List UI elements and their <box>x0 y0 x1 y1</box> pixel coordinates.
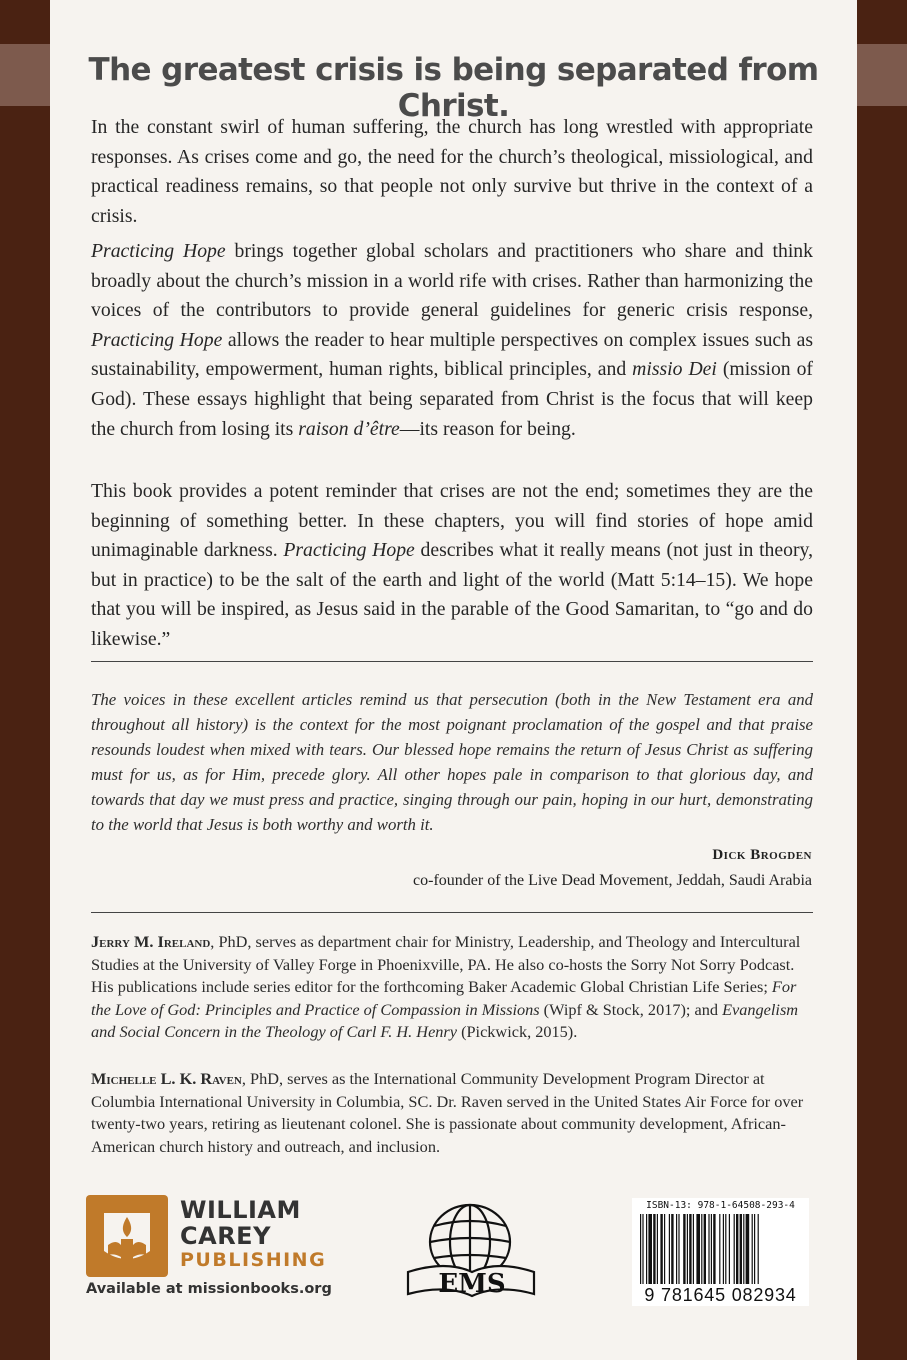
left-border <box>0 0 50 1360</box>
barcode-bar <box>725 1214 726 1284</box>
barcode-bar <box>746 1214 750 1284</box>
barcode-bar <box>664 1214 665 1284</box>
barcode-bar <box>642 1214 643 1284</box>
barcode-bar <box>689 1214 691 1284</box>
back-cover-panel <box>50 0 857 1360</box>
barcode-bars <box>640 1214 801 1284</box>
barcode-bar <box>669 1214 670 1284</box>
barcode-bar <box>719 1214 720 1284</box>
barcode-bar <box>660 1214 662 1284</box>
barcode-bar <box>646 1214 647 1284</box>
availability-note: Available at missionbooks.org <box>86 1281 332 1297</box>
barcode-bar <box>758 1214 759 1284</box>
barcode-bar <box>752 1214 753 1284</box>
barcode-bar <box>648 1214 652 1284</box>
barcode-bar <box>704 1214 706 1284</box>
ems-globe-logo <box>406 1202 540 1302</box>
barcode-bar <box>671 1214 673 1284</box>
barcode-bar <box>687 1214 688 1284</box>
endorsement-quote: The voices in these excellent articles remind us that persecution (both in the New Testament era and throughout all history) is the context for the most poignant proclamation of the gospel and that praise resounds loudest when mixed with tears. Our blessed hope remains the return of Jesus Christ as suffering must for us, as for Him, precede glory. All other hopes pale in comparison to that glorious day, and towards that day we must press and practice, singing through our pain, hoping in our hurt, demonstrating to the world that Jesus is both worthy and worth it. <box>91 690 813 834</box>
barcode-bar <box>713 1214 715 1284</box>
paragraph-3: This book provides a potent reminder that crises are not the end; sometimes they are the beginning of something better. In these chapters, you will find stories of hope amid unimaginable darkness. Practicing Hope describes what it really means (not just in theory, but in practice) to be the salt of the earth and light of the world (Matt 5:14–15). We hope that you will be inspired, as Jesus said in the parable of the Good Samaritan, to “go and do likewise.” <box>91 480 814 650</box>
barcode-bar <box>711 1214 712 1284</box>
barcode-bar <box>723 1214 724 1284</box>
left-accent-band <box>0 44 50 106</box>
barcode-bar <box>693 1214 694 1284</box>
barcode-bar <box>736 1214 738 1284</box>
barcode-bar <box>653 1214 655 1284</box>
paragraph-2: Practicing Hope brings together global scholars and practitioners who share and think broadly about the church’s mission in a world rife with crises. Rather than harmonizing the voices of the contributors to provide general guidelines for generic crisis response, Practicing Hope allows the reader to hear multiple perspectives on complex issues such as sustainability, empowerment, human rights, biblical principles, and missio Dei (mission of God). These essays highlight that being separated from Christ is the focus that will keep the church from losing its raison d’être—its reason for being. <box>91 240 813 440</box>
barcode-bar <box>657 1214 658 1284</box>
isbn-label: ISBN-13: 978-1-64508-293-4 <box>646 1200 795 1211</box>
barcode-bar <box>743 1214 744 1284</box>
paragraph-1: In the constant swirl of human suffering, the church has long wrestled with appropriate responses. As crises come and go, the need for the church’s theological, missiological, and practical readiness remains, so that people not only survive but thrive in the context of a crisis. <box>91 116 813 227</box>
barcode-bar <box>754 1214 755 1284</box>
barcode-bar <box>676 1214 677 1284</box>
endorser-name: Dick Brogden <box>712 847 812 863</box>
isbn-digits: 9 781645 082934 <box>644 1285 797 1305</box>
barcode-bar <box>678 1214 679 1284</box>
author-bio-raven: Michelle L. K. Raven, PhD, serves as the International Community Development Program Director at Columbia International University in Columbia, SC. Dr. Raven served in the United States Air Force for over twenty-two years, retiring as lieutenant colonel. She is passionate about community development, African-American church history and outreach, and inclusion. <box>91 1069 804 1156</box>
barcode-bar <box>640 1214 641 1284</box>
right-accent-band <box>857 44 907 106</box>
barcode-bar <box>734 1214 735 1284</box>
divider <box>91 912 813 913</box>
author-bio-ireland: Jerry M. Ireland, PhD, serves as department chair for Ministry, Leadership, and Theology and Intercultural Studies at the University of Valley Forge in Phoenixville, PA. He also co-hosts the Sorry Not Sorry Podcast. His publications include series editor for the forthcoming Baker Academic Global Christian Life Series; For the Love of God: Principles and Practice of Compassion in Missions (Wipf & Stock, 2017); and Evangelism and Social Concern in the Theology of Carl F. H. Henry (Pickwick, 2015). <box>91 932 801 1041</box>
divider <box>91 661 813 662</box>
publisher-subtitle: PUBLISHING <box>180 1249 327 1271</box>
barcode-bar <box>729 1214 730 1284</box>
candle-icon <box>86 1195 168 1277</box>
william-carey-publishing-logo <box>86 1195 346 1305</box>
barcode-bar <box>740 1214 742 1284</box>
barcode-bar <box>683 1214 685 1284</box>
right-border <box>857 0 907 1360</box>
isbn-barcode <box>632 1198 809 1306</box>
ems-text: EMS <box>438 1269 506 1299</box>
barcode-bar <box>696 1214 700 1284</box>
headline: The greatest crisis is being separated from Christ. <box>88 52 819 124</box>
barcode-bar <box>708 1214 709 1284</box>
barcode-bar <box>701 1214 702 1284</box>
endorser-title: co-founder of the Live Dead Movement, Jeddah, Saudi Arabia <box>413 872 812 889</box>
publisher-name: WILLIAM CAREY <box>180 1196 301 1250</box>
